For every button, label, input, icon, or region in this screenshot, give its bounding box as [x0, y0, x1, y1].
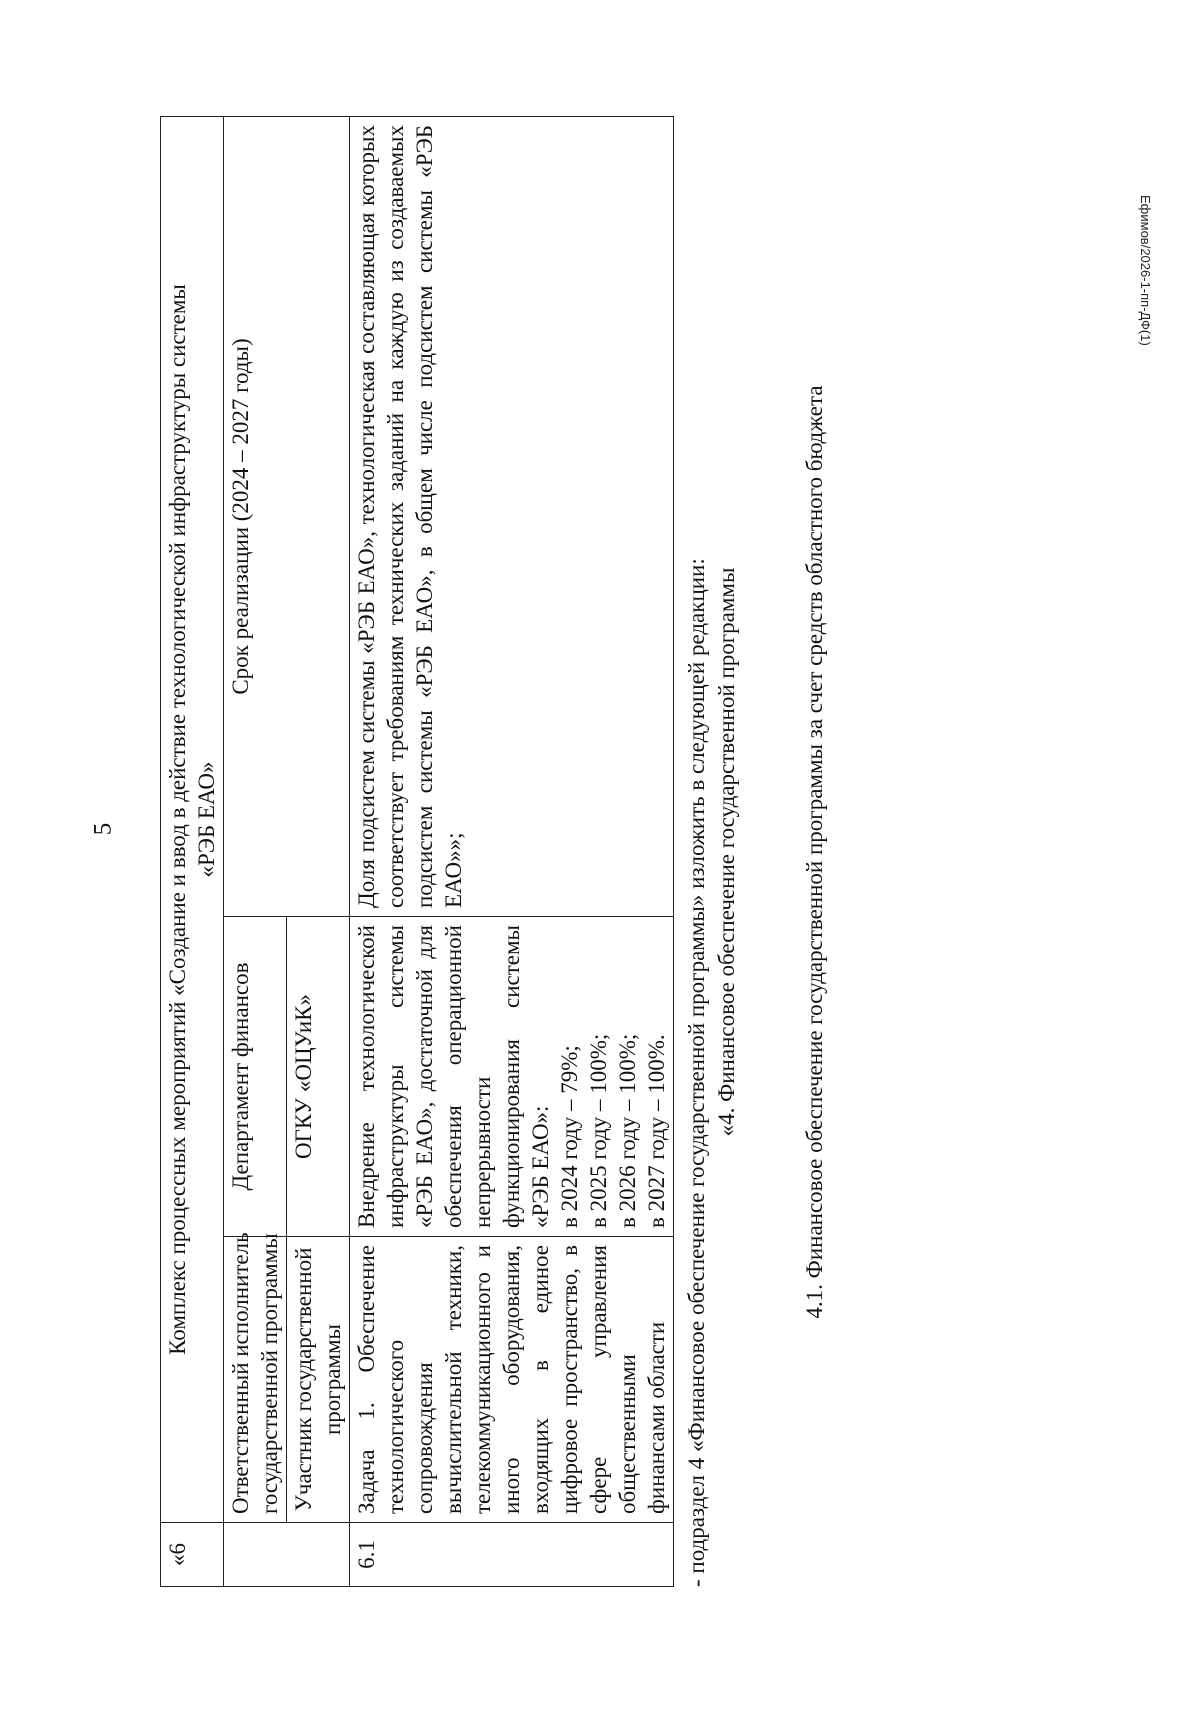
result-2027: в 2027 году – 100%. — [644, 1034, 669, 1228]
responsible-label-line-2: государственной программы — [257, 1233, 282, 1514]
table-row — [224, 117, 287, 1587]
document-id: Ефимов/2026-1-пп-ДФ(1) — [1138, 195, 1153, 346]
result-cell — [350, 917, 674, 1237]
participant-label-line-1: Участник государственной — [291, 1247, 316, 1512]
row-number-cell: «6 — [161, 1523, 224, 1587]
page-number: 5 — [89, 822, 117, 836]
task-number-cell: 6.1 — [350, 1523, 674, 1587]
table-row — [350, 117, 674, 1587]
indicator-cell: Доля подсистем системы «РЭБ ЕАО», технологическая составляющая которых соответствует требованиям технических заданий на каждую из создаваемых подсистем системы «РЭБ ЕАО», в общем числе подсистем системы «РЭБ ЕАО»»; — [350, 117, 674, 917]
participant-label-line-2: программы — [320, 1324, 345, 1436]
responsible-label-line-1: Ответственный исполнитель — [228, 1232, 253, 1514]
empty-number-cell — [224, 1523, 350, 1587]
rotated-document-body — [160, 117, 827, 1587]
participant-value-cell: ОГКУ «ОЦУиК» — [287, 917, 350, 1237]
result-2025: в 2025 году – 100%; — [586, 1033, 611, 1228]
program-table — [160, 116, 674, 1587]
subsection-instruction: - подраздел 4 «Финансовое обеспечение государственной программы» изложить в следующей редакции: — [684, 558, 709, 1587]
result-2026: в 2026 году – 100%; — [615, 1033, 640, 1228]
complex-title-line-1: Комплекс процессных мероприятий «Создание и ввод в действие технологической инфраструктуры системы — [165, 284, 190, 1355]
complex-title-line-2: «РЭБ ЕАО» — [194, 761, 219, 878]
table-row — [161, 117, 224, 1587]
term-cell: Срок реализации (2024 – 2027 годы) — [224, 117, 350, 917]
post-table-text — [682, 117, 830, 1587]
participant-label-cell — [287, 1237, 350, 1523]
complex-title-cell — [161, 117, 224, 1523]
result-2024: в 2024 году – 79%; — [557, 1045, 582, 1228]
result-text: Внедрение технологической инфраструктуры системы «РЭБ ЕАО», достаточной для обеспечения операционной непрерывности функционирования системы «РЭБ ЕАО»: — [354, 925, 553, 1228]
responsible-value-cell: Департамент финансов — [224, 917, 287, 1237]
task-cell: Задача 1. Обеспечение технологического сопровождения вычислительной техники, телекоммуникационного и иного оборудования, входящих в единое цифровое пространство, в сфере управления общественными финансами области — [350, 1237, 674, 1523]
section-heading-4-1: 4.1. Финансовое обеспечение государственной программы за счет средств областного бюджета — [802, 385, 827, 1319]
responsible-label-cell — [224, 1232, 287, 1523]
section-heading-4: «4. Финансовое обеспечение государственной программы — [714, 567, 739, 1137]
